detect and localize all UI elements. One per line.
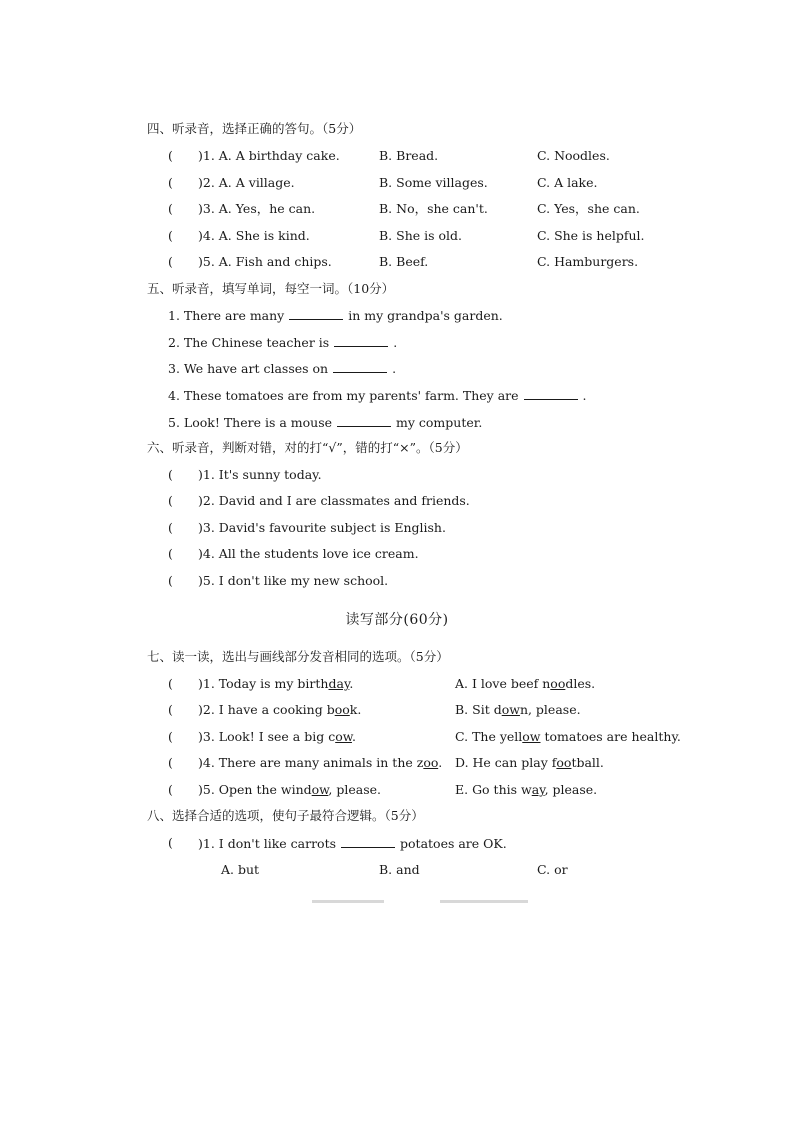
statement: )2. David and I are classmates and friends. xyxy=(198,493,470,508)
sec5-item-3 xyxy=(168,360,396,377)
scan-smudge xyxy=(312,900,384,903)
question: )1. I don't like carrots potatoes are OK. xyxy=(198,836,507,851)
answer-blank[interactable] xyxy=(341,835,395,848)
option-b[interactable]: B. and xyxy=(379,862,420,877)
answer-blank[interactable] xyxy=(337,414,391,427)
left-word: )4. There are many animals in the zoo. xyxy=(198,755,443,770)
underlined-part: oo xyxy=(556,755,572,770)
option-c: C. Hamburgers. xyxy=(537,254,639,269)
answer-paren[interactable]: ( xyxy=(168,676,173,691)
underlined-part: oo xyxy=(334,702,350,717)
underlined-part: ow xyxy=(311,782,329,797)
section-7-heading: 七、读一读，选出与画线部分发音相同的选项。（5分） xyxy=(147,649,449,664)
underlined-part: ay xyxy=(531,782,545,797)
scan-smudge xyxy=(440,900,528,903)
underlined-part: ow xyxy=(522,729,541,744)
answer-paren[interactable]: ( xyxy=(168,175,173,190)
option-b: B. Bread. xyxy=(379,148,439,163)
answer-paren[interactable]: ( xyxy=(168,228,173,243)
sentence-start: 5. Look! There is a mouse xyxy=(168,415,333,430)
question-option-a: )3. A. Yes，he can. xyxy=(198,201,316,216)
option-c[interactable]: C. or xyxy=(537,862,568,877)
part-2-title: 读写部分(60分) xyxy=(345,612,449,628)
option-c: C. Yes，she can. xyxy=(537,201,640,216)
sentence-start: 3. We have art classes on xyxy=(168,361,329,376)
sentence-start: 1. There are many xyxy=(168,308,285,323)
answer-paren[interactable]: ( xyxy=(168,201,173,216)
statement: )3. David's favourite subject is English. xyxy=(198,520,446,535)
sentence-start: 2. The Chinese teacher is xyxy=(168,335,330,350)
left-word: )5. Open the window, please. xyxy=(198,782,381,797)
underlined-part: oo xyxy=(550,676,566,691)
question-option-a: )4. A. She is kind. xyxy=(198,228,310,243)
statement: )4. All the students love ice cream. xyxy=(198,546,419,561)
answer-paren[interactable]: ( xyxy=(168,493,173,508)
sentence-start: 4. These tomatoes are from my parents' farm. They are xyxy=(168,388,519,403)
question-option-a: )1. A. A birthday cake. xyxy=(198,148,340,163)
left-word: )3. Look! I see a big cow. xyxy=(198,729,356,744)
right-option: A. I love beef noodles. xyxy=(455,676,596,691)
section-5-heading: 五、听录音，填写单词，每空一词。（10分） xyxy=(147,281,395,296)
sentence-end: . xyxy=(392,361,397,376)
question-option-a: )5. A. Fish and chips. xyxy=(198,254,332,269)
answer-blank[interactable] xyxy=(289,307,343,320)
option-c: C. Noodles. xyxy=(537,148,610,163)
option-c: C. She is helpful. xyxy=(537,228,645,243)
right-option: D. He can play football. xyxy=(455,755,604,770)
answer-blank[interactable] xyxy=(334,334,388,347)
answer-paren[interactable]: ( xyxy=(168,520,173,535)
answer-paren[interactable]: ( xyxy=(168,148,173,163)
section-8-heading: 八、选择合适的选项，使句子最符合逻辑。（5分） xyxy=(147,808,424,823)
statement: )1. It's sunny today. xyxy=(198,467,322,482)
answer-blank[interactable] xyxy=(333,360,387,373)
section-6-heading: 六、听录音，判断对错，对的打“√”，错的打“×”。（5分） xyxy=(147,440,468,455)
option-b: B. No，she can't. xyxy=(379,201,488,216)
sec5-item-1 xyxy=(168,307,503,324)
option-c: C. A lake. xyxy=(537,175,598,190)
sentence-end: in my grandpa's garden. xyxy=(348,308,503,323)
option-b: B. She is old. xyxy=(379,228,463,243)
right-option: B. Sit down, please. xyxy=(455,702,581,717)
sentence-end: my computer. xyxy=(396,415,483,430)
option-b: B. Beef. xyxy=(379,254,429,269)
underlined-part: ow xyxy=(335,729,352,744)
sec5-item-4 xyxy=(168,387,587,404)
answer-paren[interactable]: ( xyxy=(168,546,173,561)
answer-paren[interactable]: ( xyxy=(168,782,173,797)
left-word: )1. Today is my birthday. xyxy=(198,676,354,691)
question-option-a: )2. A. A village. xyxy=(198,175,295,190)
underlined-part: oo xyxy=(423,755,439,770)
right-option: C. The yellow tomatoes are healthy. xyxy=(455,729,681,744)
option-a[interactable]: A. but xyxy=(221,862,260,877)
section-4-heading: 四、听录音，选择正确的答句。（5分） xyxy=(147,121,362,136)
right-option: E. Go this way, please. xyxy=(455,782,598,797)
sec5-item-5 xyxy=(168,414,482,431)
answer-paren[interactable]: ( xyxy=(168,702,173,717)
statement: )5. I don't like my new school. xyxy=(198,573,389,588)
answer-paren[interactable]: ( xyxy=(168,573,173,588)
answer-paren[interactable]: ( xyxy=(168,467,173,482)
answer-paren[interactable]: ( xyxy=(168,755,173,770)
answer-paren[interactable]: ( xyxy=(168,254,173,269)
sentence-end: . xyxy=(393,335,398,350)
left-word: )2. I have a cooking book. xyxy=(198,702,362,717)
sentence-end: . xyxy=(582,388,587,403)
option-b: B. Some villages. xyxy=(379,175,488,190)
sec5-item-2 xyxy=(168,334,397,351)
answer-paren[interactable]: ( xyxy=(168,729,173,744)
answer-blank[interactable] xyxy=(524,387,578,400)
underlined-part: ow xyxy=(501,702,520,717)
answer-paren[interactable]: ( xyxy=(168,835,173,850)
underlined-part: day xyxy=(328,676,350,691)
